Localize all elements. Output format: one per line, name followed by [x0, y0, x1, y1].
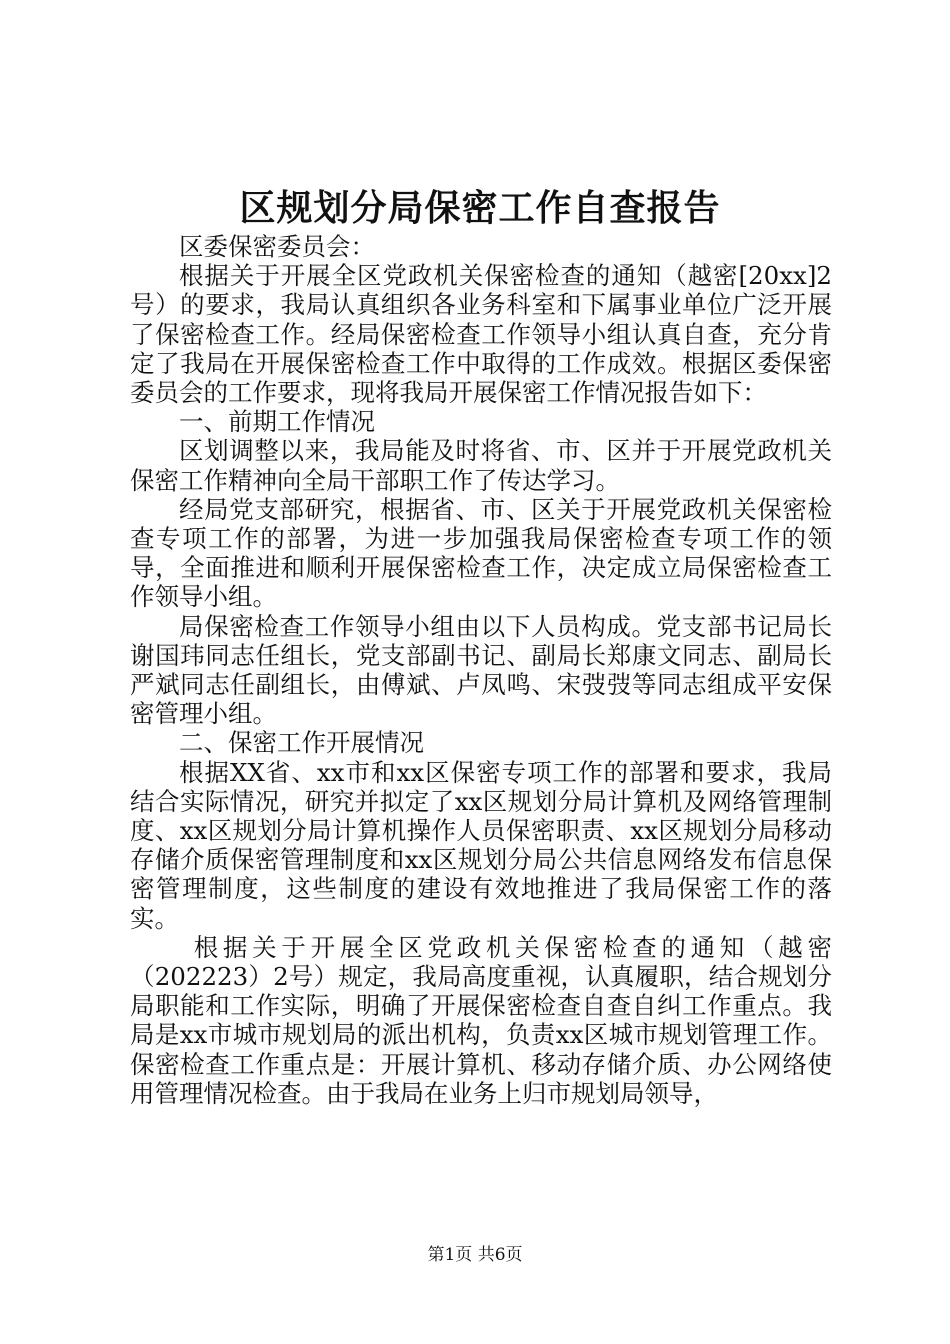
paragraph-2: 经局党支部研究，根据省、市、区关于开展党政机关保密检查专项工作的部署，为进一步加强我局保密检查专项工作的领导，全面推进和顺利开展保密检查工作，决定成立局保密检查工作领导小组。 — [130, 494, 832, 612]
section-heading-1: 一、前期工作情况 — [179, 407, 375, 437]
paragraph-5: 根据关于开展全区党政机关保密检查的通知（越密（202223）2号）规定，我局高度重视，认真履职，结合规划分局职能和工作实际，明确了开展保密检查自查自纠工作重点。我局是xx市城市规划局的派出机构，负责xx区城市规划管理工作。保密检查工作重点是：开展计算机、移动存储介质、办公网络使用管理情况检查。由于我局在业务上归市规划局领导， — [130, 932, 832, 1108]
paragraph-intro: 根据关于开展全区党政机关保密检查的通知（越密[20xx]2号）的要求，我局认真组织各业务科室和下属事业单位广泛开展了保密检查工作。经局保密检查工作领导小组认真自查，充分肯定了我局在开展保密检查工作中取得的工作成效。根据区委保密委员会的工作要求，现将我局开展保密工作情况报告如下： — [130, 261, 832, 408]
paragraph-1: 区划调整以来，我局能及时将省、市、区并于开展党政机关保密工作精神向全局干部职工作了传达学习。 — [130, 436, 832, 495]
document-title: 区规划分局保密工作自查报告 — [239, 187, 721, 229]
salutation: 区委保密委员会： — [179, 232, 375, 261]
section-heading-2: 二、保密工作开展情况 — [179, 728, 424, 758]
document-body — [130, 232, 832, 1108]
page-footer: 第1页 共6页 — [427, 1245, 523, 1265]
paragraph-4: 根据XX省、xx市和xx区保密专项工作的部署和要求，我局结合实际情况，研究并拟定了xx区规划分局计算机及网络管理制度、xx区规划分局计算机操作人员保密职责、xx区规划分局移动存储介质保密管理制度和xx区规划分局公共信息网络发布信息保密管理制度，这些制度的建设有效地推进了我局保密工作的落实。 — [130, 757, 832, 933]
paragraph-3: 局保密检查工作领导小组由以下人员构成。党支部书记局长谢国玮同志任组长，党支部副书记、副局长郑康文同志、副局长严斌同志任副组长，由傅斌、卢凤鸣、宋弢弢等同志组成平安保密管理小组。 — [130, 611, 832, 729]
